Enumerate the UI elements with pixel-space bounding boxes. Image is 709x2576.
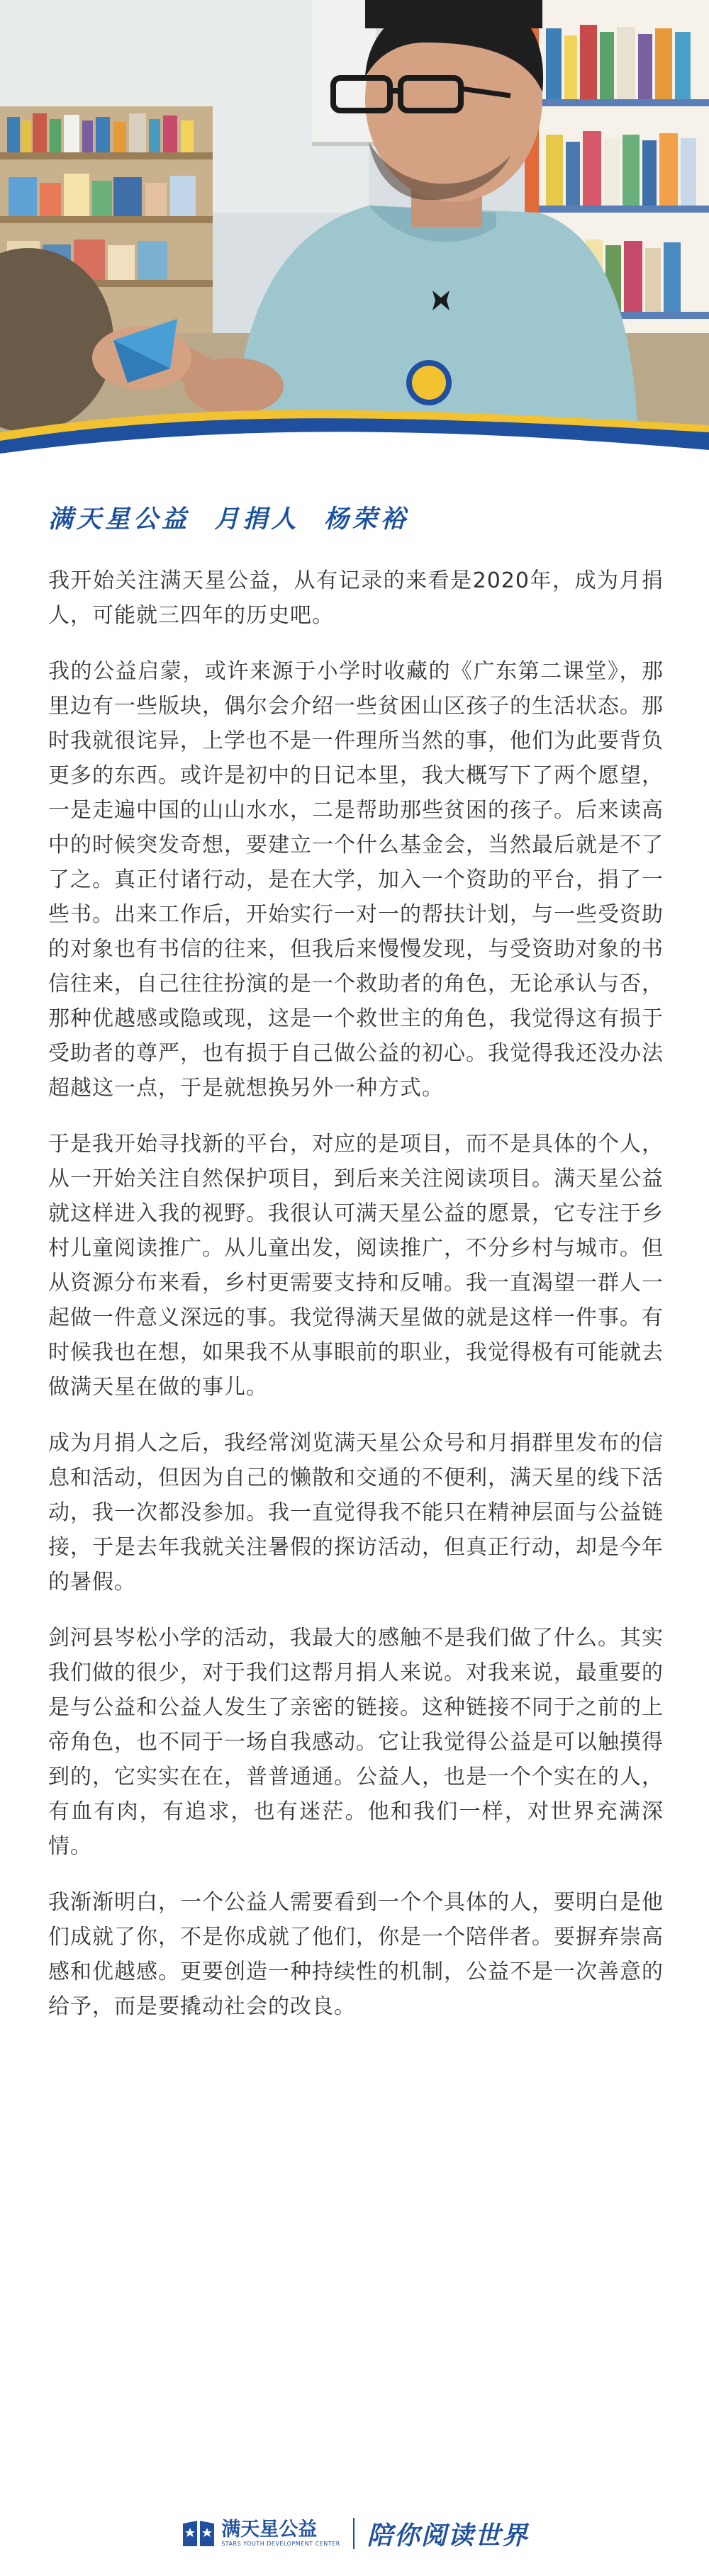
brand-subtitle: STARS YOUTH DEVELOPMENT CENTER xyxy=(221,2541,340,2547)
article-body xyxy=(48,563,664,2045)
article-paragraph: 我的公益启蒙，或许来源于小学时收藏的《广东第二课堂》，那里边有一些版块，偶尔会介绍一些贫困山区孩子的生活状态。那时我就很诧异，上学也不是一件理所当然的事，他们为此要背负更多的东西。或许是初中的日记本里，我大概写下了两个愿望，一是走遍中国的山山水水，二是帮助那些贫困的孩子。后来读高中的时候突发奇想，要建立一个什么基金会，当然最后就是不了了之。真正付诸行动，是在大学，加入一个资助的平台，捐了一些书。出来工作后，开始实行一对一的帮扶计划，与一些受资助的对象也有书信的往来，但我后来慢慢发现，与受资助对象的书信往来，自己往往扮演的是一个救助者的角色，无论承认与否，那种优越感或隐或现，这是一个救世主的角色，我觉得这有损于受助者的尊严，也有损于自己做公益的初心。我觉得我还没办法超越这一点，于是就想换另外一种方式。 xyxy=(48,659,664,1101)
brand-logo xyxy=(180,2518,340,2549)
brand-name: 满天星公益 xyxy=(221,2519,318,2541)
hero-illustration xyxy=(0,0,709,461)
article-paragraph: 我开始关注满天星公益，从有记录的来看是2020年，成为月捐人，可能就三四年的历史吧。 xyxy=(48,568,664,628)
article-paragraph: 我渐渐明白，一个公益人需要看到一个个具体的人，要明白是他们成就了你，不是你成就了他们，你是一个陪伴者。要摒弃崇高感和优越感。更要创造一种持续性的机制，公益不是一次善意的给予，而是要撬动社会的改良。 xyxy=(48,1890,664,2019)
footer-slogan: 陪你阅读世界 xyxy=(367,2520,529,2550)
footer xyxy=(0,2512,709,2555)
wave-divider xyxy=(0,397,709,489)
star-book-icon xyxy=(180,2518,217,2549)
article-paragraph: 于是我开始寻找新的平台，对应的是项目，而不是具体的个人，从一开始关注自然保护项目，到后来关注阅读项目。满天星公益就这样进入我的视野。我很认可满天星公益的愿景，它专注于乡村儿童阅读推广。从儿童出发，阅读推广，不分乡村与城市。但从资源分布来看，乡村更需要支持和反哺。我一直渴望一群人一起做一件意义深远的事。我觉得满天星做的就是这样一件事。有时候我也在想，如果我不从事眼前的职业，我觉得极有可能就去做满天星在做的事儿。 xyxy=(48,1132,664,1400)
article-paragraph: 成为月捐人之后，我经常浏览满天星公众号和月捐群里发布的信息和活动，但因为自己的懒散和交通的不便利，满天星的线下活动，我一次都没参加。我一直觉得我不能只在精神层面与公益链接，于是去年我就关注暑假的探访活动，但真正行动，却是今年的暑假。 xyxy=(48,1431,664,1594)
article-paragraph: 剑河县岑松小学的活动，我最大的感触不是我们做了什么。其实我们做的很少，对于我们这帮月捐人来说。对我来说，最重要的是与公益和公益人发生了亲密的链接。这种链接不同于之前的上帝角色，也不同于一场自我感动。它让我觉得公益是可以触摸得到的，它实实在在，普普通通。公益人，也是一个个实在的人，有血有肉，有追求，也有迷茫。他和我们一样，对世界充满深情。 xyxy=(48,1626,664,1859)
article-title: 满天星公益 月捐人 杨荣裕 xyxy=(48,505,409,534)
hero-photo xyxy=(0,0,709,461)
footer-divider xyxy=(353,2518,354,2549)
